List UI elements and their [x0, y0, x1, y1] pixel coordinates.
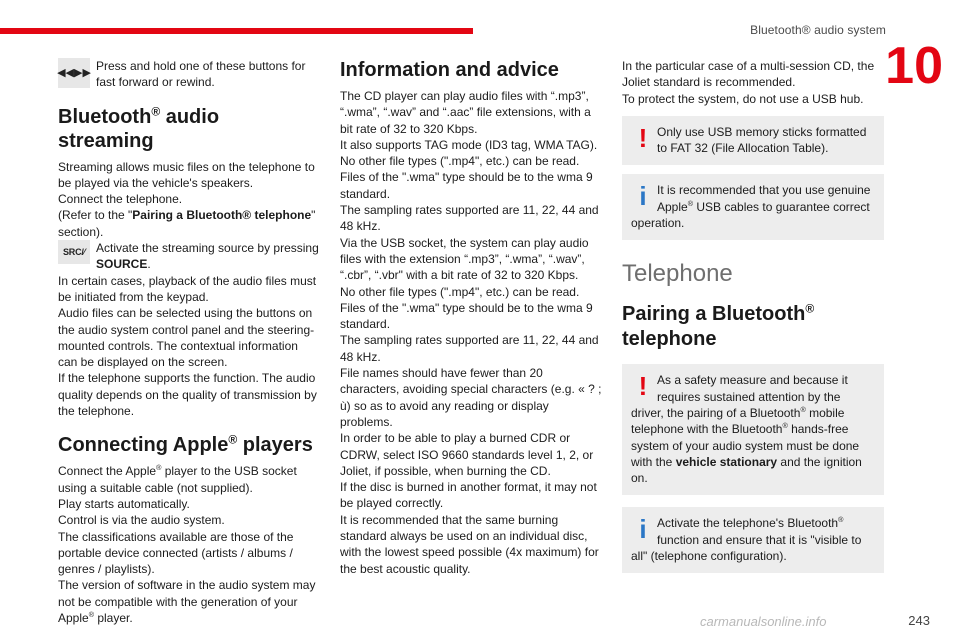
- apple-paragraph-2: Play starts automatically.: [58, 496, 190, 511]
- column-2: [340, 58, 602, 577]
- heading-apple-players: Connecting Apple® players: [58, 432, 313, 457]
- streaming-paragraph-4: In certain cases, playback of the audio files must be initiated from the keypad.: [58, 273, 317, 304]
- info-paragraph-8: Files of the ".wma" type should be to the wma 9 standard.: [340, 300, 593, 332]
- source-button-icon: SRC/⁄: [58, 240, 90, 264]
- multisession-paragraph: In the particular case of a multi-session CD, the Joliet standard is recommended.: [622, 59, 875, 90]
- column-3: [622, 58, 884, 573]
- info-icon: i: [639, 181, 647, 212]
- info-note-visibility: [622, 507, 884, 573]
- fast-forward-text: Press and hold one of these buttons for fast forward or rewind.: [96, 59, 306, 90]
- watermark: carmanualsonline.info: [700, 614, 827, 629]
- apple-paragraph-5: The version of software in the audio system may not be compatible with the generation of your Apple® player.: [58, 578, 316, 626]
- heading-pairing-telephone: Pairing a Bluetooth® telephone: [622, 301, 815, 351]
- warning-icon: !: [638, 122, 648, 153]
- info-paragraph-1: The CD player can play audio files with “.mp3”, “.wma”, “.wav” and “.aac” file extensions, with a bit rate of 32 to 320 Kbps.: [340, 89, 591, 136]
- apple-paragraph-3: Control is via the audio system.: [58, 513, 225, 528]
- apple-paragraph-1: Connect the Apple® player to the USB socket using a suitable cable (not supplied).: [58, 463, 297, 495]
- info-paragraph-11: In order to be able to play a burned CDR or CDRW, select ISO 9660 standards level 1, 2, or Joliet, if possible, when burning the CD.: [340, 431, 594, 478]
- warning-text-usb: Only use USB memory sticks formatted to FAT 32 (File Allocation Table).: [657, 124, 867, 156]
- streaming-paragraph-1: Streaming allows music files on the telephone to be played via the vehicle's speakers.: [58, 159, 315, 190]
- header-accent-bar: [0, 28, 473, 34]
- streaming-paragraph-3: (Refer to the "Pairing a Bluetooth® telephone" section).: [58, 208, 316, 239]
- page-number: 243: [908, 613, 930, 628]
- heading-audio-streaming: Bluetooth® audio streaming: [58, 103, 220, 152]
- source-instruction: [58, 240, 320, 273]
- info-text-cables: It is recommended that you use genuine Apple® USB cables to guarantee correct operation.: [631, 183, 871, 231]
- info-paragraph-10: File names should have fewer than 20 characters, avoiding special characters (e.g. « ? ; ù) so as to avoid any reading or display problems.: [340, 366, 602, 429]
- source-text: Activate the streaming source by pressing SOURCE.: [96, 241, 319, 272]
- warning-text-safety: As a safety measure and because it requires sustained attention by the driver, the pairing of a Bluetooth® mobile telephone with the Bluetooth® hands-free system of your audio system must be done with the vehicle stationary and the ignition on.: [631, 373, 862, 486]
- info-paragraph-5: The sampling rates supported are 11, 22, 44 and 48 kHz.: [340, 203, 599, 234]
- warning-note-safety: [622, 364, 884, 495]
- info-paragraph-12: If the disc is burned in another format, it may not be played correctly.: [340, 480, 597, 511]
- streaming-paragraph-2: Connect the telephone.: [58, 192, 183, 207]
- info-paragraph-9: The sampling rates supported are 11, 22, 44 and 48 kHz.: [340, 333, 599, 364]
- streaming-paragraph-6: If the telephone supports the function. The audio quality depends on the quality of transmission by the telephone.: [58, 371, 317, 419]
- info-paragraph-13: It is recommended that the same burning standard always be used on an individual disc, with the lowest speed possible (4x maximum) for the best acoustic quality.: [340, 512, 599, 576]
- warning-icon: !: [638, 371, 648, 402]
- fast-forward-rewind-icon: ◀◀▶▶: [58, 58, 90, 88]
- usb-hub-paragraph: To protect the system, do not use a USB hub.: [622, 91, 864, 106]
- chapter-number: 10: [885, 37, 943, 95]
- info-paragraph-3: No other file types (".mp4", etc.) can be read.: [340, 154, 580, 169]
- column-1: [58, 58, 320, 626]
- info-paragraph-4: Files of the ".wma" type should be to the wma 9 standard.: [340, 170, 593, 201]
- heading-information-advice: Information and advice: [340, 59, 559, 81]
- info-icon: i: [639, 514, 647, 545]
- info-paragraph-7: No other file types (".mp4", etc.) can be read.: [340, 284, 580, 299]
- section-title: Bluetooth® audio system: [750, 23, 886, 37]
- info-note-cables: [622, 174, 884, 240]
- warning-note-usb: [622, 116, 884, 166]
- info-text-visibility: Activate the telephone's Bluetooth® function and ensure that it is "visible to all" (telephone configuration).: [631, 515, 862, 564]
- fast-forward-instruction: [58, 58, 320, 91]
- streaming-paragraph-5: Audio files can be selected using the buttons on the audio system control panel and the steering-mounted controls. The contextual information can be displayed on the screen.: [58, 306, 315, 370]
- apple-paragraph-4: The classifications available are those of the portable device connected (artists / albums / genres / playlists).: [58, 529, 294, 577]
- heading-telephone: Telephone: [622, 260, 733, 288]
- info-paragraph-2: It also supports TAG mode (ID3 tag, WMA TAG).: [340, 137, 598, 152]
- info-paragraph-6: Via the USB socket, the system can play audio files with the extension “.mp3”, “.wma”, “.wav”, “.cbr”, “.vbr" with a bit rate of 32 to 320 Kbps.: [340, 235, 589, 283]
